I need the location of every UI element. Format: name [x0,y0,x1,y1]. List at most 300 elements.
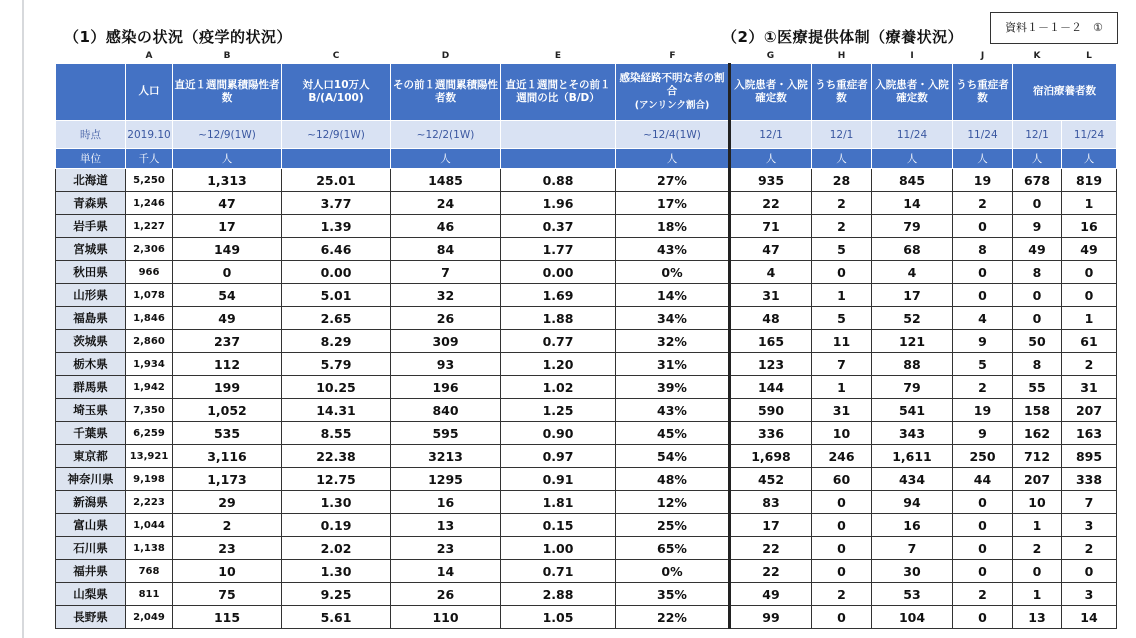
table-row [56,261,1117,284]
table-cell: 43% [616,238,730,261]
table-cell: 26 [391,307,501,330]
table-row [56,399,1117,422]
table-cell: 0 [812,491,872,514]
prefecture-name: 神奈川県 [56,468,126,491]
table-cell: 1.20 [501,353,616,376]
table-cell: 44 [953,468,1013,491]
table-cell: 338 [1062,468,1117,491]
table-row [56,169,1117,192]
table-cell: 0 [953,606,1013,629]
time-cell [501,121,616,149]
table-cell: 48% [616,468,730,491]
table-row [56,192,1117,215]
table-cell: 196 [391,376,501,399]
table-cell: 1.77 [501,238,616,261]
table-cell: 1,942 [126,376,173,399]
table-cell: 35% [616,583,730,606]
table-cell: 0.88 [501,169,616,192]
table-cell: 595 [391,422,501,445]
table-cell: 1.39 [282,215,391,238]
table-cell: 14 [1062,606,1117,629]
table-cell: 1.96 [501,192,616,215]
unit-cell: 千人 [126,149,173,169]
table-cell: 14 [391,560,501,583]
table-cell: 5 [812,307,872,330]
prefecture-name: 埼玉県 [56,399,126,422]
table-cell: 4 [730,261,812,284]
table-cell: 434 [872,468,953,491]
table-cell: 819 [1062,169,1117,192]
col-letter: E [501,49,616,64]
header-inpatients: 入院患者・入院確定数 [730,64,812,121]
table-cell: 10 [173,560,282,583]
time-cell: ~12/9(1W) [173,121,282,149]
table-cell: 0.97 [501,445,616,468]
col-letter: K [1013,49,1062,64]
header-severe-prev: うち重症者数 [953,64,1013,121]
col-letter: H [812,49,872,64]
table-cell: 5 [812,238,872,261]
unit-cell: 人 [872,149,953,169]
table-cell: 50 [1013,330,1062,353]
table-cell: 452 [730,468,812,491]
table-cell: 12% [616,491,730,514]
table-cell: 1 [1013,583,1062,606]
prefecture-name: 東京都 [56,445,126,468]
table-cell: 0.90 [501,422,616,445]
table-cell: 54 [173,284,282,307]
table-row [56,307,1117,330]
table-cell: 1,044 [126,514,173,537]
table-cell: 1,052 [173,399,282,422]
header-unlinked-note: (アンリンク割合) [634,99,710,111]
table-row [56,330,1117,353]
prefecture-name: 宮城県 [56,238,126,261]
table-cell: 9.25 [282,583,391,606]
table-cell: 2 [953,192,1013,215]
col-letter: C [282,49,391,64]
table-cell: 28 [812,169,872,192]
table-cell: 309 [391,330,501,353]
table-cell: 12.75 [282,468,391,491]
table-cell: 3.77 [282,192,391,215]
table-cell: 3 [1062,583,1117,606]
table-cell: 1,611 [872,445,953,468]
table-cell: 237 [173,330,282,353]
table-cell: 3,116 [173,445,282,468]
table-row [56,215,1117,238]
table-cell: 1.00 [501,537,616,560]
table-row [56,514,1117,537]
time-cell: ~12/4(1W) [616,121,730,149]
section2-title: （2）①医療提供体制（療養状況） [722,28,964,46]
table-cell: 1 [812,284,872,307]
col-letter: I [872,49,953,64]
table-cell: 31 [730,284,812,307]
unit-cell [501,149,616,169]
table-cell: 1 [1013,514,1062,537]
table-cell: 3213 [391,445,501,468]
table-cell: 25.01 [282,169,391,192]
table-cell: 10 [1013,491,1062,514]
table-cell: 16 [1062,215,1117,238]
header-per-100k: 対人口10万人B/(A/100) [282,64,391,121]
table-cell: 2 [173,514,282,537]
table-cell: 2,223 [126,491,173,514]
table-cell: 53 [872,583,953,606]
table-cell: 1,227 [126,215,173,238]
table-cell: 935 [730,169,812,192]
table-cell: 13 [391,514,501,537]
table-cell: 7 [391,261,501,284]
table-cell: 2,860 [126,330,173,353]
table-cell: 149 [173,238,282,261]
table-cell: 27% [616,169,730,192]
table-cell: 49 [173,307,282,330]
table-cell: 0 [812,261,872,284]
time-cell: ~12/2(1W) [391,121,501,149]
table-row [56,606,1117,629]
table-cell: 22 [730,560,812,583]
table-cell: 535 [173,422,282,445]
table-cell: 207 [1013,468,1062,491]
time-cell: 12/1 [812,121,872,149]
table-cell: 0 [812,606,872,629]
table-row [56,560,1117,583]
time-cell: 11/24 [872,121,953,149]
prefecture-name: 山形県 [56,284,126,307]
table-cell: 2 [1062,537,1117,560]
table-cell: 590 [730,399,812,422]
table-cell: 158 [1013,399,1062,422]
table-cell: 4 [953,307,1013,330]
table-cell: 0 [953,215,1013,238]
table-cell: 811 [126,583,173,606]
table-cell: 83 [730,491,812,514]
table-cell: 55 [1013,376,1062,399]
table-cell: 0 [1013,284,1062,307]
table-row [56,491,1117,514]
header-row [56,64,1117,121]
table-cell: 5 [953,353,1013,376]
table-cell: 43% [616,399,730,422]
table-row [56,583,1117,606]
table-row [56,445,1117,468]
table-cell: 0 [953,514,1013,537]
table-cell: 1,246 [126,192,173,215]
prefecture-name: 新潟県 [56,491,126,514]
table-cell: 1,138 [126,537,173,560]
prefecture-name: 福島県 [56,307,126,330]
table-cell: 94 [872,491,953,514]
table-cell: 32 [391,284,501,307]
table-cell: 9 [953,422,1013,445]
table-cell: 0 [1013,560,1062,583]
table-cell: 14.31 [282,399,391,422]
table-cell: 0 [812,514,872,537]
header-severe: うち重症者数 [812,64,872,121]
table-cell: 678 [1013,169,1062,192]
table-cell: 1.02 [501,376,616,399]
table-cell: 9,198 [126,468,173,491]
table-cell: 1.30 [282,560,391,583]
table-cell: 2 [953,583,1013,606]
table-cell: 895 [1062,445,1117,468]
table-cell: 112 [173,353,282,376]
table-cell: 2 [812,215,872,238]
table-cell: 165 [730,330,812,353]
table-cell: 115 [173,606,282,629]
table-cell: 8.55 [282,422,391,445]
table-cell: 19 [953,169,1013,192]
time-row [56,121,1117,149]
table-cell: 2.88 [501,583,616,606]
table-cell: 9 [953,330,1013,353]
table-cell: 1.69 [501,284,616,307]
table-cell: 46 [391,215,501,238]
time-cell: 11/24 [1062,121,1117,149]
col-letter: J [953,49,1013,64]
table-cell: 712 [1013,445,1062,468]
table-cell: 2,049 [126,606,173,629]
table-cell: 47 [173,192,282,215]
table-cell: 25% [616,514,730,537]
table-cell: 65% [616,537,730,560]
table-cell: 49 [1013,238,1062,261]
prefecture-name: 栃木県 [56,353,126,376]
time-cell: 12/1 [1013,121,1062,149]
table-cell: 0 [953,261,1013,284]
table-row [56,422,1117,445]
unit-cell: 人 [730,149,812,169]
table-cell: 123 [730,353,812,376]
table-cell: 71 [730,215,812,238]
table-cell: 0 [1013,307,1062,330]
col-letter: A [126,49,173,64]
table-cell: 0.15 [501,514,616,537]
table-cell: 16 [872,514,953,537]
unit-cell: 人 [391,149,501,169]
table-cell: 1295 [391,468,501,491]
table-cell: 7,350 [126,399,173,422]
table-cell: 0% [616,560,730,583]
time-cell: 2019.10 [126,121,173,149]
table-cell: 104 [872,606,953,629]
header-prev-week-positive: その前１週間累積陽性者数 [391,64,501,121]
time-cell: 11/24 [953,121,1013,149]
table-cell: 14% [616,284,730,307]
table-cell: 8 [1013,353,1062,376]
col-letter: F [616,49,730,64]
table-cell: 1 [1062,307,1117,330]
table-cell: 0 [1062,560,1117,583]
table-cell: 31 [812,399,872,422]
table-row [56,284,1117,307]
table-cell: 1.05 [501,606,616,629]
table-cell: 0 [953,537,1013,560]
table-cell: 22% [616,606,730,629]
table-cell: 17% [616,192,730,215]
table-cell: 10 [812,422,872,445]
unit-cell: 人 [1062,149,1117,169]
table-cell: 24 [391,192,501,215]
col-letter: B [173,49,282,64]
table-cell: 1.25 [501,399,616,422]
table-cell: 84 [391,238,501,261]
table-cell: 199 [173,376,282,399]
prefecture-name: 富山県 [56,514,126,537]
table-cell: 79 [872,376,953,399]
table-cell: 8 [953,238,1013,261]
table-cell: 17 [730,514,812,537]
table-cell: 2 [1013,537,1062,560]
table-cell: 246 [812,445,872,468]
header-inpatients-prev: 入院患者・入院確定数 [872,64,953,121]
unit-label: 単位 [56,149,126,169]
table-cell: 5,250 [126,169,173,192]
table-cell: 0.00 [282,261,391,284]
table-cell: 18% [616,215,730,238]
reference-label: 資料１－１－２ ① [990,12,1118,44]
data-table [55,49,1117,629]
table-cell: 8 [1013,261,1062,284]
table-cell: 2 [812,192,872,215]
prefecture-name: 山梨県 [56,583,126,606]
table-cell: 49 [1062,238,1117,261]
header-unknown-route-text: 感染経路不明な者の割合 [619,72,725,98]
table-cell: 0 [1013,192,1062,215]
table-cell: 10.25 [282,376,391,399]
table-cell: 5.61 [282,606,391,629]
table-cell: 30 [872,560,953,583]
table-cell: 1.88 [501,307,616,330]
table-cell: 768 [126,560,173,583]
table-cell: 16 [391,491,501,514]
table-cell: 0.91 [501,468,616,491]
table-cell: 0.37 [501,215,616,238]
table-cell: 121 [872,330,953,353]
table-cell: 3 [1062,514,1117,537]
section1-title: （1）感染の状況（疫学的状況） [64,28,292,46]
unit-cell: 人 [953,149,1013,169]
table-cell: 1,846 [126,307,173,330]
table-cell: 966 [126,261,173,284]
table-cell: 163 [1062,422,1117,445]
table-cell: 144 [730,376,812,399]
table-cell: 0 [953,560,1013,583]
table-cell: 61 [1062,330,1117,353]
table-cell: 49 [730,583,812,606]
time-cell: 12/1 [730,121,812,149]
table-cell: 2.65 [282,307,391,330]
col-letter: L [1062,49,1117,64]
table-cell: 45% [616,422,730,445]
column-letter-row [56,49,1117,64]
table-cell: 29 [173,491,282,514]
table-cell: 0 [812,560,872,583]
table-cell: 207 [1062,399,1117,422]
table-cell: 2,306 [126,238,173,261]
table-cell: 1485 [391,169,501,192]
col-letter: D [391,49,501,64]
table-cell: 2 [953,376,1013,399]
table-cell: 2.02 [282,537,391,560]
table-cell: 840 [391,399,501,422]
table-cell: 22 [730,192,812,215]
table-cell: 1 [1062,192,1117,215]
table-cell: 32% [616,330,730,353]
header-week-ratio: 直近１週間とその前１週間の比（B/D） [501,64,616,121]
table-cell: 0 [953,491,1013,514]
unit-cell [282,149,391,169]
table-cell: 162 [1013,422,1062,445]
prefecture-name: 群馬県 [56,376,126,399]
table-cell: 0.71 [501,560,616,583]
table-cell: 4 [872,261,953,284]
table-cell: 31 [1062,376,1117,399]
table-cell: 2 [812,583,872,606]
table-row [56,468,1117,491]
table-cell: 0% [616,261,730,284]
time-label: 時点 [56,121,126,149]
table-row [56,353,1117,376]
table-cell: 23 [391,537,501,560]
table-cell: 7 [1062,491,1117,514]
prefecture-name: 石川県 [56,537,126,560]
table-row [56,238,1117,261]
header-population: 人口 [126,64,173,121]
table-cell: 1.30 [282,491,391,514]
table-cell: 54% [616,445,730,468]
table-cell: 0 [1062,261,1117,284]
table-cell: 0 [1062,284,1117,307]
table-cell: 541 [872,399,953,422]
header-corner [56,64,126,121]
table-cell: 845 [872,169,953,192]
table-cell: 0 [812,537,872,560]
table-cell: 7 [872,537,953,560]
table-cell: 6,259 [126,422,173,445]
table-cell: 1,078 [126,284,173,307]
table-cell: 5.01 [282,284,391,307]
unit-cell: 人 [1013,149,1062,169]
table-cell: 7 [812,353,872,376]
prefecture-name: 岩手県 [56,215,126,238]
table-cell: 39% [616,376,730,399]
table-cell: 9 [1013,215,1062,238]
table-cell: 52 [872,307,953,330]
table-cell: 11 [812,330,872,353]
table-cell: 6.46 [282,238,391,261]
prefecture-name: 秋田県 [56,261,126,284]
table-cell: 2 [1062,353,1117,376]
prefecture-name: 福井県 [56,560,126,583]
unit-cell: 人 [616,149,730,169]
table-cell: 31% [616,353,730,376]
table-cell: 68 [872,238,953,261]
table-cell: 1,173 [173,468,282,491]
time-cell: ~12/9(1W) [282,121,391,149]
table-cell: 17 [872,284,953,307]
unit-row [56,149,1117,169]
unit-cell: 人 [173,149,282,169]
table-cell: 79 [872,215,953,238]
table-cell: 48 [730,307,812,330]
table-cell: 26 [391,583,501,606]
table-cell: 0.00 [501,261,616,284]
table-cell: 22.38 [282,445,391,468]
table-row [56,376,1117,399]
